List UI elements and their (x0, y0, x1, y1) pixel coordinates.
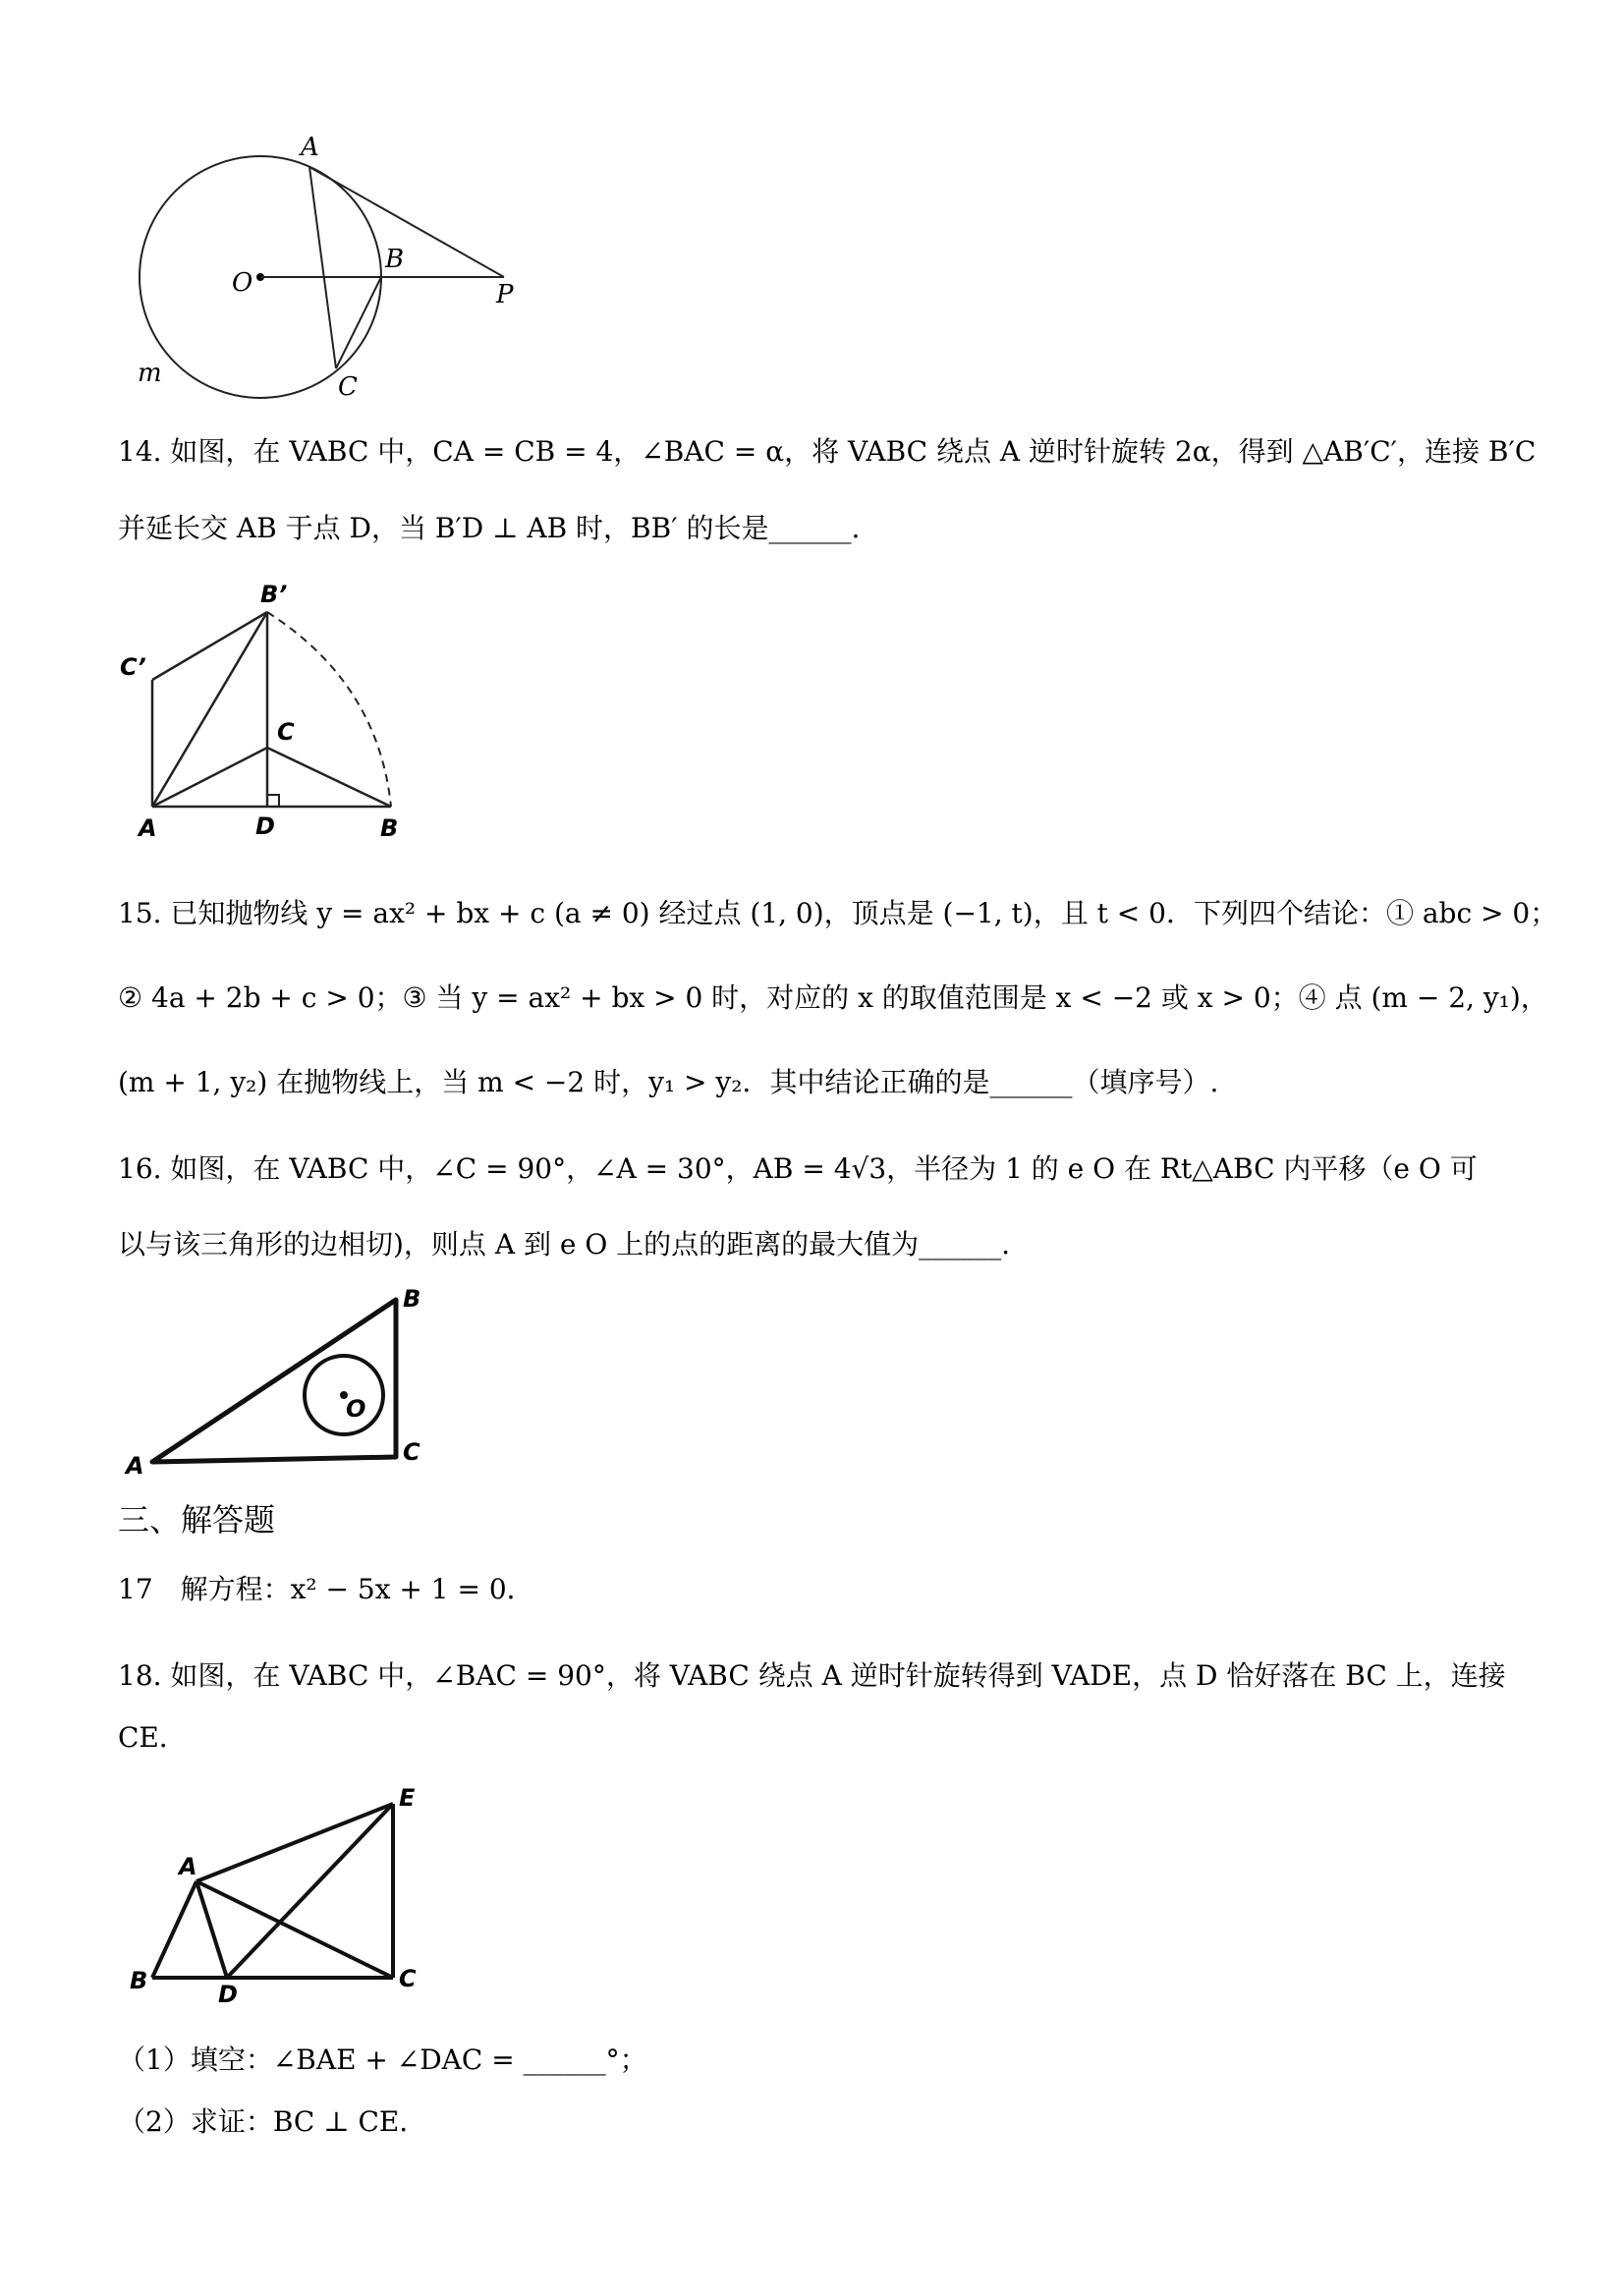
label-D: D (218, 1981, 238, 2004)
label-m: m (138, 359, 162, 388)
label-O: O (232, 268, 253, 298)
figure-rotated-triangle (113, 575, 427, 850)
figure-circle-tangent (128, 128, 540, 403)
q15-line3: (m + 1, y₂) 在抛物线上，当 m < −2 时，y₁ > y₂．其中结论正确的是______（填序号）. (118, 1066, 1219, 1098)
q18-line2: CE． (118, 1721, 187, 1754)
label-A: A (179, 1853, 197, 1880)
figure-triangle-circle-svg (118, 1277, 452, 1484)
label-O: O (346, 1395, 366, 1423)
figure-triangle-circle (118, 1277, 452, 1484)
q14-line1: 14. 如图，在 VABC 中，CA = CB = 4，∠BAC = α，将 VABC 绕点 A 逆时针旋转 2α，得到 △AB′C′，连接 B′C (118, 435, 1537, 468)
q16-line2: 以与该三角形的边相切)，则点 A 到 e O 上的点的距离的最大值为______. (118, 1228, 1011, 1260)
section-heading: 三、解答题 (118, 1501, 276, 1539)
figure-rotation-triangles (118, 1778, 442, 2004)
label-C: C (399, 1965, 417, 1992)
q15-line2: ② 4a + 2b + c > 0；③ 当 y = ax² + bx > 0 时，对应的 x 的取值范围是 x < −2 或 x > 0；④ 点 (m − 2, y₁)， (118, 981, 1548, 1014)
label-B: B (130, 1967, 148, 1994)
label-A: A (301, 133, 319, 162)
q18-part2: （2）求证：BC ⊥ CE． (118, 2105, 427, 2138)
label-C-prime: C’ (120, 653, 146, 681)
label-C: C (338, 372, 358, 402)
label-B: B (380, 814, 399, 842)
q14-line2: 并延长交 AB 于点 D，当 B′D ⊥ AB 时，BB′ 的长是______. (118, 512, 861, 544)
q17-text: 17 解方程：x² − 5x + 1 = 0． (118, 1573, 534, 1605)
q16-line1: 16. 如图，在 VABC 中，∠C = 90°，∠A = 30°，AB = 4√3，半径为 1 的 e O 在 Rt△ABC 内平移（e O 可 (118, 1152, 1478, 1185)
label-B: B (403, 1285, 421, 1313)
figure-circle-tangent-svg (128, 128, 540, 403)
figure-rotated-triangle-svg (113, 575, 427, 850)
q18-line1: 18. 如图，在 VABC 中，∠BAC = 90°，将 VABC 绕点 A 逆时针旋转得到 VADE，点 D 恰好落在 BC 上，连接 (118, 1659, 1506, 1692)
label-B-prime: B’ (260, 581, 288, 608)
q18-part1: （1）填空：∠BAE + ∠DAC = ______°； (118, 2044, 647, 2076)
figure-rotation-triangles-svg (118, 1778, 442, 2004)
label-P: P (496, 280, 514, 309)
label-B: B (385, 245, 405, 274)
label-D: D (255, 812, 275, 840)
label-A: A (126, 1452, 144, 1480)
label-A: A (139, 814, 157, 842)
label-C: C (277, 718, 295, 746)
label-E: E (399, 1784, 416, 1812)
q15-line1: 15. 已知抛物线 y = ax² + bx + c (a ≠ 0) 经过点 (1, 0)，顶点是 (−1, t)，且 t < 0．下列四个结论：① abc > 0； (118, 897, 1558, 929)
label-C: C (403, 1438, 420, 1466)
